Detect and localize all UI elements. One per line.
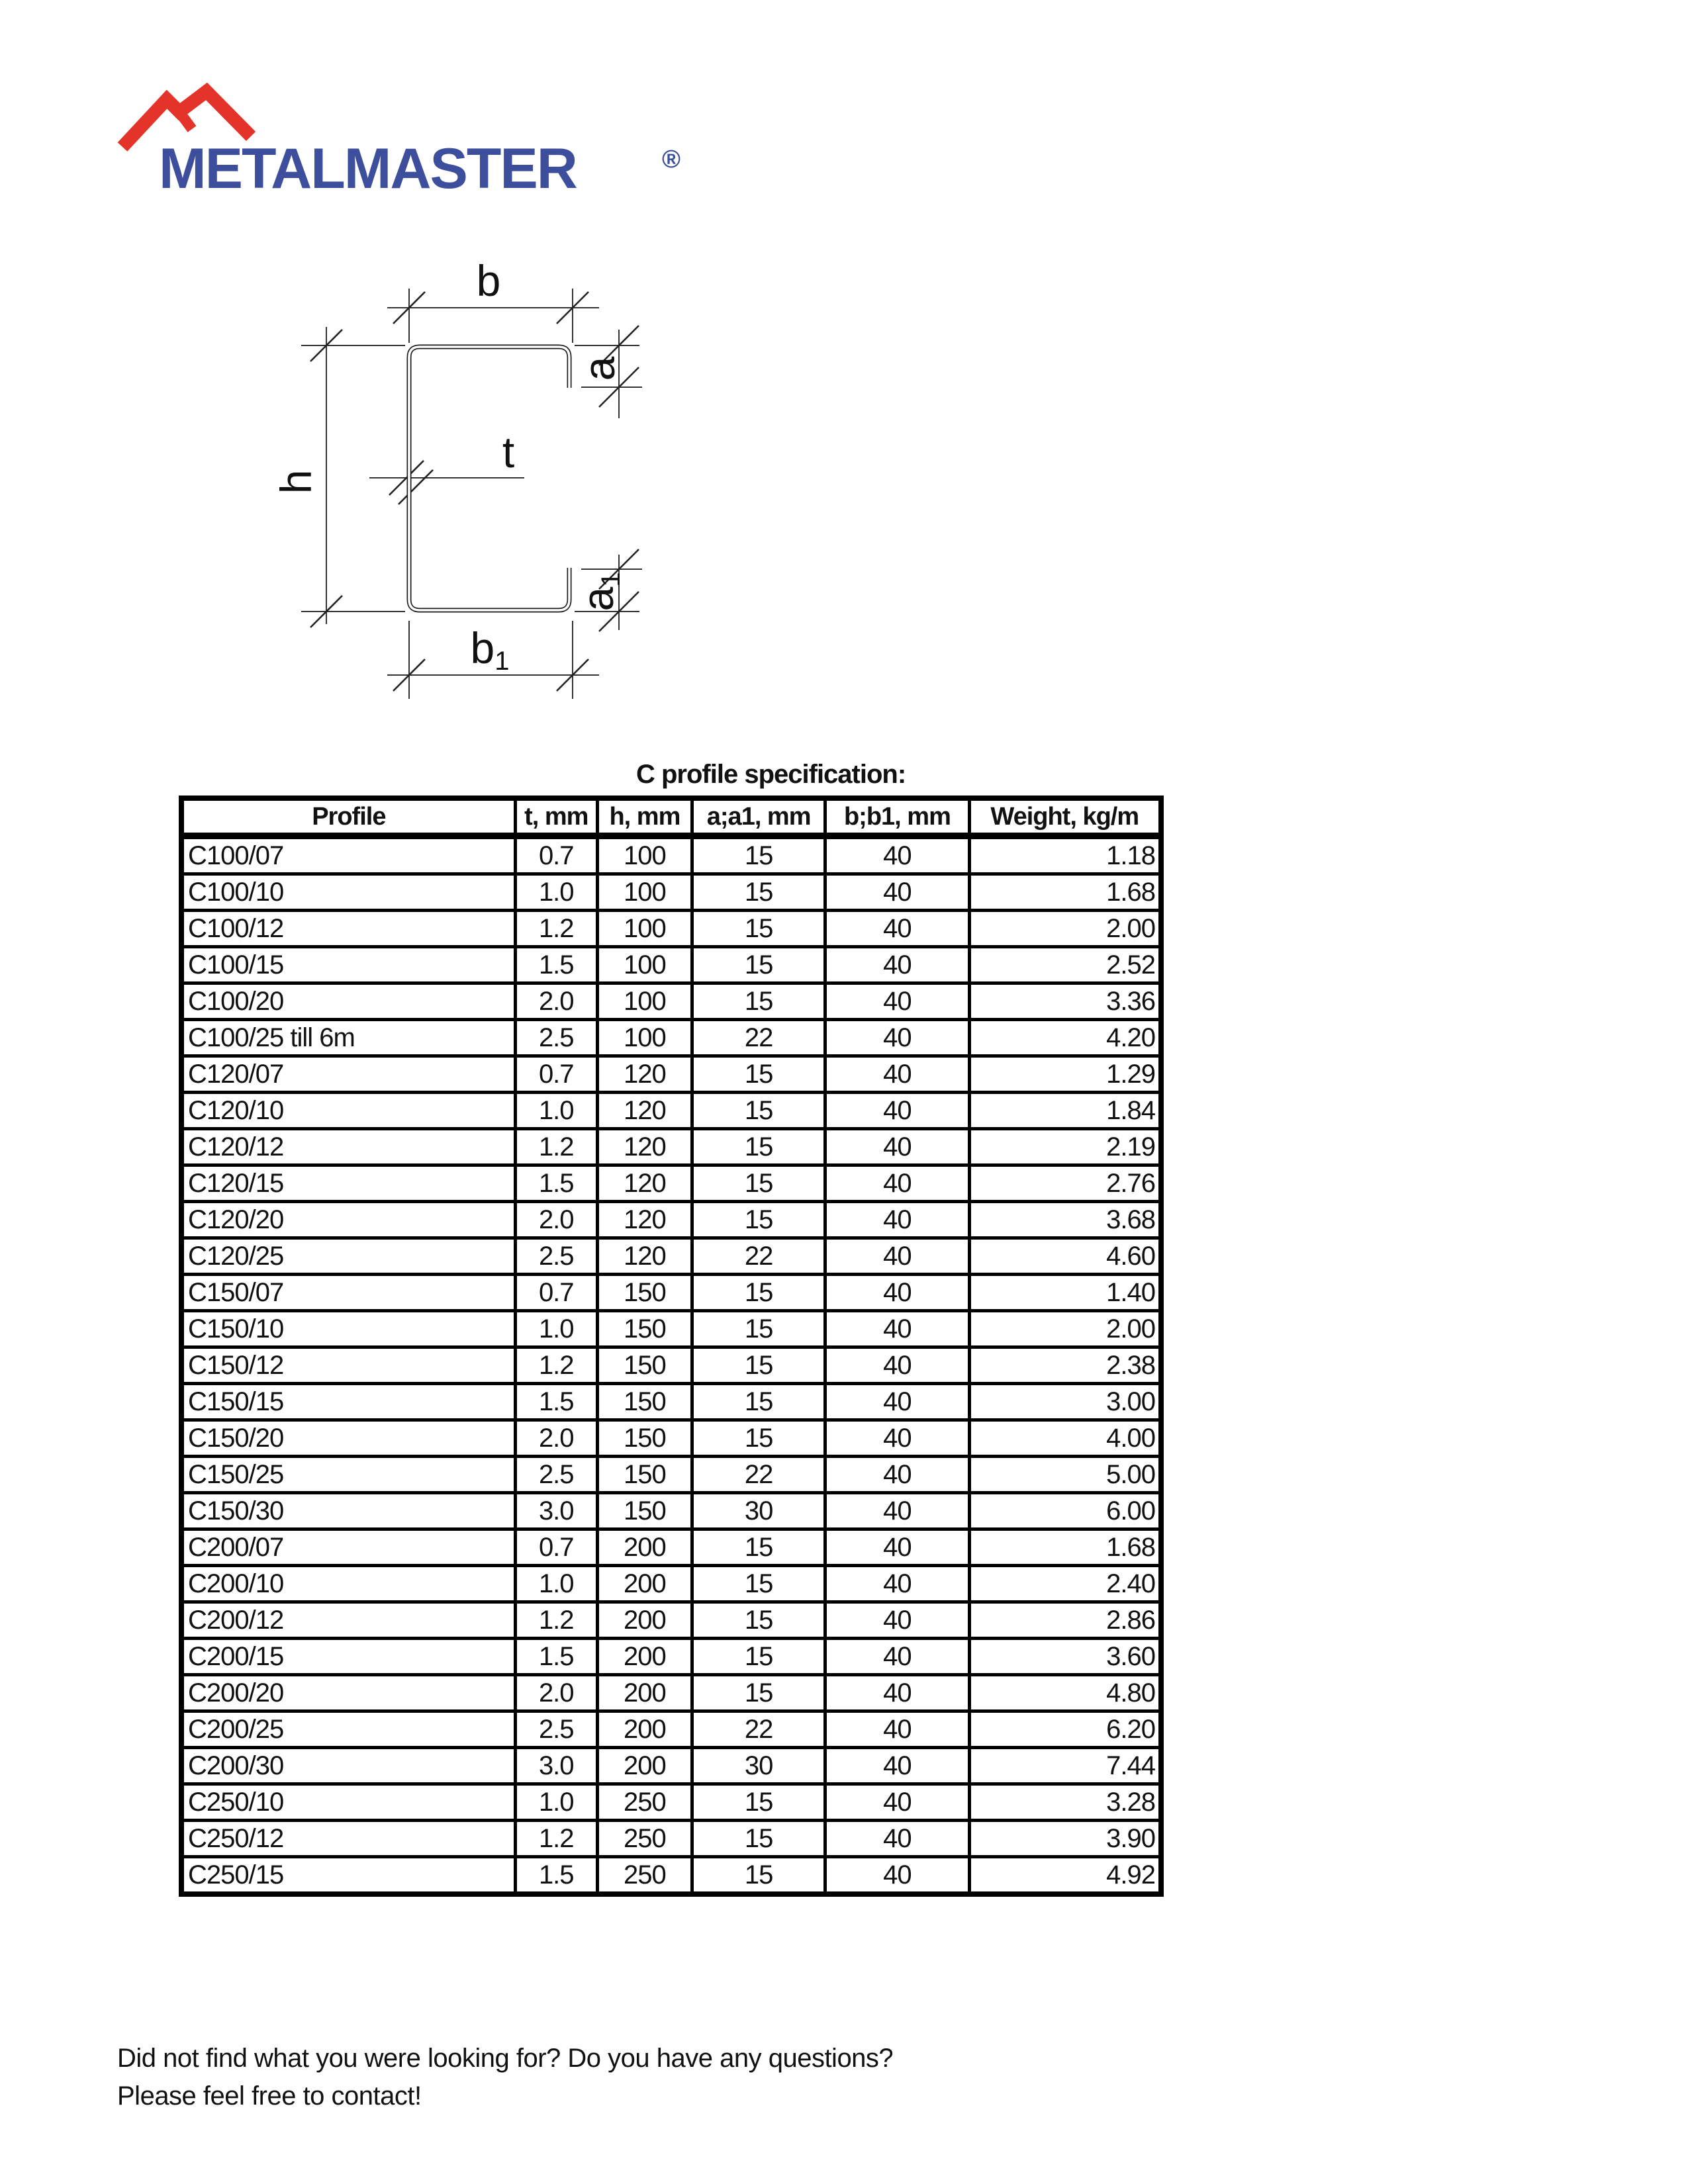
table-cell: 15	[692, 947, 825, 983]
table-cell: 40	[825, 1347, 969, 1384]
table-cell: C150/20	[181, 1420, 515, 1457]
table-cell: 100	[597, 983, 692, 1020]
table-row	[181, 947, 1161, 983]
table-cell: 200	[597, 1602, 692, 1639]
table-cell: C120/07	[181, 1056, 515, 1093]
registered-trademark-icon: ®	[662, 146, 680, 173]
table-cell: C200/12	[181, 1602, 515, 1639]
column-header: t, mm	[515, 798, 597, 836]
table-cell: 100	[597, 874, 692, 911]
table-cell: 15	[692, 983, 825, 1020]
table-cell: 150	[597, 1384, 692, 1420]
table-cell: C150/25	[181, 1457, 515, 1493]
table-row	[181, 1529, 1161, 1566]
table-cell: 40	[825, 1384, 969, 1420]
table-cell: 100	[597, 911, 692, 947]
table-cell: 40	[825, 1493, 969, 1529]
table-cell: 40	[825, 1056, 969, 1093]
table-cell: 40	[825, 1711, 969, 1748]
table-cell: 1.0	[515, 1311, 597, 1347]
table-cell: 100	[597, 947, 692, 983]
table-cell: 2.0	[515, 983, 597, 1020]
table-cell: C250/15	[181, 1857, 515, 1895]
table-cell: 40	[825, 947, 969, 983]
table-cell: 15	[692, 1347, 825, 1384]
column-header: a;a1, mm	[692, 798, 825, 836]
table-cell: 120	[597, 1165, 692, 1202]
table-cell: 15	[692, 1311, 825, 1347]
table-cell: 15	[692, 1202, 825, 1238]
table-cell: 2.40	[969, 1566, 1161, 1602]
table-cell: 2.76	[969, 1165, 1161, 1202]
table-cell: C150/30	[181, 1493, 515, 1529]
table-cell: 250	[597, 1784, 692, 1821]
table-cell: 40	[825, 1457, 969, 1493]
table-cell: 1.2	[515, 1129, 597, 1165]
table-cell: 1.5	[515, 1165, 597, 1202]
dim-label-h: h	[271, 469, 320, 494]
table-cell: 1.5	[515, 1384, 597, 1420]
table-cell: 1.0	[515, 1093, 597, 1129]
table-cell: 200	[597, 1748, 692, 1784]
table-cell: 40	[825, 911, 969, 947]
table-cell: C120/12	[181, 1129, 515, 1165]
table-cell: 100	[597, 1020, 692, 1056]
table-row	[181, 1821, 1161, 1857]
dim-label-a: a	[575, 356, 624, 381]
table-cell: 1.68	[969, 1529, 1161, 1566]
table-cell: 250	[597, 1857, 692, 1895]
spec-table-header-row	[181, 798, 1161, 836]
table-cell: 15	[692, 911, 825, 947]
table-cell: 200	[597, 1529, 692, 1566]
table-row	[181, 1275, 1161, 1311]
table-cell: 15	[692, 1093, 825, 1129]
table-cell: 4.80	[969, 1675, 1161, 1711]
table-cell: C150/12	[181, 1347, 515, 1384]
table-cell: 15	[692, 1857, 825, 1895]
table-cell: 100	[597, 836, 692, 874]
table-row	[181, 1129, 1161, 1165]
table-cell: 22	[692, 1238, 825, 1275]
c-profile-drawing	[265, 245, 728, 721]
table-cell: 40	[825, 1020, 969, 1056]
table-cell: 7.44	[969, 1748, 1161, 1784]
table-cell: 120	[597, 1129, 692, 1165]
table-cell: 120	[597, 1093, 692, 1129]
table-cell: 40	[825, 1129, 969, 1165]
table-row	[181, 1420, 1161, 1457]
table-row	[181, 1202, 1161, 1238]
table-cell: 40	[825, 1202, 969, 1238]
table-cell: 15	[692, 874, 825, 911]
table-cell: C120/20	[181, 1202, 515, 1238]
table-cell: 2.00	[969, 1311, 1161, 1347]
table-cell: 4.00	[969, 1420, 1161, 1457]
table-cell: 3.0	[515, 1748, 597, 1784]
table-cell: 3.28	[969, 1784, 1161, 1821]
table-cell: 1.84	[969, 1093, 1161, 1129]
table-cell: 15	[692, 1566, 825, 1602]
table-row	[181, 1675, 1161, 1711]
table-cell: 5.00	[969, 1457, 1161, 1493]
table-cell: 15	[692, 1529, 825, 1566]
footer-line-2: Please feel free to contact!	[117, 2081, 422, 2111]
table-row	[181, 911, 1161, 947]
table-row	[181, 1165, 1161, 1202]
table-cell: C120/15	[181, 1165, 515, 1202]
table-cell: 1.2	[515, 1602, 597, 1639]
table-cell: 3.36	[969, 983, 1161, 1020]
table-cell: 150	[597, 1493, 692, 1529]
table-cell: 2.52	[969, 947, 1161, 983]
table-cell: 40	[825, 1857, 969, 1895]
table-row	[181, 1384, 1161, 1420]
table-cell: 40	[825, 983, 969, 1020]
table-cell: 3.90	[969, 1821, 1161, 1857]
table-cell: 15	[692, 836, 825, 874]
table-cell: 15	[692, 1639, 825, 1675]
brand-name: METALMASTER	[159, 137, 577, 201]
spec-table-head	[181, 798, 1161, 836]
table-cell: 40	[825, 1529, 969, 1566]
table-cell: 3.60	[969, 1639, 1161, 1675]
table-cell: 40	[825, 1275, 969, 1311]
table-row	[181, 1020, 1161, 1056]
table-cell: 1.2	[515, 1821, 597, 1857]
table-row	[181, 1711, 1161, 1748]
table-cell: C200/30	[181, 1748, 515, 1784]
table-cell: 1.5	[515, 1639, 597, 1675]
table-cell: 3.00	[969, 1384, 1161, 1420]
table-cell: 15	[692, 1784, 825, 1821]
table-row	[181, 1311, 1161, 1347]
table-cell: 15	[692, 1275, 825, 1311]
table-cell: C120/25	[181, 1238, 515, 1275]
table-cell: C200/07	[181, 1529, 515, 1566]
table-row	[181, 1347, 1161, 1384]
table-cell: 3.68	[969, 1202, 1161, 1238]
table-cell: 1.40	[969, 1275, 1161, 1311]
table-cell: 2.0	[515, 1675, 597, 1711]
dim-label-a1: a1	[573, 572, 626, 612]
table-cell: 2.5	[515, 1238, 597, 1275]
table-cell: C100/20	[181, 983, 515, 1020]
table-row	[181, 983, 1161, 1020]
table-cell: 15	[692, 1420, 825, 1457]
table-cell: C150/10	[181, 1311, 515, 1347]
table-cell: 0.7	[515, 1275, 597, 1311]
table-cell: 15	[692, 1165, 825, 1202]
table-cell: 1.0	[515, 1566, 597, 1602]
table-cell: 1.18	[969, 836, 1161, 874]
table-cell: 30	[692, 1748, 825, 1784]
table-cell: 40	[825, 1093, 969, 1129]
column-header: b;b1, mm	[825, 798, 969, 836]
table-cell: 15	[692, 1056, 825, 1093]
table-cell: 0.7	[515, 1056, 597, 1093]
table-cell: 40	[825, 1748, 969, 1784]
table-cell: 3.0	[515, 1493, 597, 1529]
table-row	[181, 1602, 1161, 1639]
table-row	[181, 1493, 1161, 1529]
table-cell: 2.86	[969, 1602, 1161, 1639]
table-cell: 15	[692, 1384, 825, 1420]
table-row	[181, 1093, 1161, 1129]
table-cell: 120	[597, 1238, 692, 1275]
table-cell: 4.92	[969, 1857, 1161, 1895]
table-cell: 15	[692, 1129, 825, 1165]
table-cell: 15	[692, 1602, 825, 1639]
table-cell: 6.00	[969, 1493, 1161, 1529]
table-row	[181, 1784, 1161, 1821]
table-cell: 40	[825, 1566, 969, 1602]
table-cell: 22	[692, 1020, 825, 1056]
table-cell: 2.5	[515, 1457, 597, 1493]
table-row	[181, 874, 1161, 911]
table-row	[181, 836, 1161, 874]
table-cell: 1.0	[515, 1784, 597, 1821]
table-cell: 0.7	[515, 836, 597, 874]
table-cell: 40	[825, 874, 969, 911]
table-cell: 1.5	[515, 1857, 597, 1895]
table-cell: 150	[597, 1275, 692, 1311]
table-cell: C120/10	[181, 1093, 515, 1129]
table-cell: 150	[597, 1347, 692, 1384]
table-cell: 250	[597, 1821, 692, 1857]
table-cell: 2.5	[515, 1711, 597, 1748]
table-row	[181, 1566, 1161, 1602]
footer	[117, 2040, 893, 2115]
column-header: Weight, kg/m	[969, 798, 1161, 836]
table-cell: 2.0	[515, 1202, 597, 1238]
table-cell: 1.0	[515, 874, 597, 911]
table-cell: C100/07	[181, 836, 515, 874]
table-cell: 200	[597, 1711, 692, 1748]
column-header: h, mm	[597, 798, 692, 836]
dim-label-t: t	[502, 428, 515, 477]
table-cell: 2.38	[969, 1347, 1161, 1384]
table-row	[181, 1238, 1161, 1275]
table-row	[181, 1457, 1161, 1493]
table-cell: C200/10	[181, 1566, 515, 1602]
column-header: Profile	[181, 798, 515, 836]
table-cell: 30	[692, 1493, 825, 1529]
table-cell: C250/10	[181, 1784, 515, 1821]
table-cell: C150/15	[181, 1384, 515, 1420]
table-row	[181, 1857, 1161, 1895]
table-cell: 2.19	[969, 1129, 1161, 1165]
table-cell: 40	[825, 1639, 969, 1675]
table-cell: 200	[597, 1675, 692, 1711]
table-cell: C250/12	[181, 1821, 515, 1857]
table-cell: 40	[825, 1784, 969, 1821]
table-cell: 2.0	[515, 1420, 597, 1457]
table-cell: 4.20	[969, 1020, 1161, 1056]
table-cell: 1.29	[969, 1056, 1161, 1093]
footer-line-1: Did not find what you were looking for? Do you have any questions?	[117, 2044, 894, 2073]
table-cell: 40	[825, 1602, 969, 1639]
table-cell: 120	[597, 1056, 692, 1093]
table-cell: 0.7	[515, 1529, 597, 1566]
table-row	[181, 1056, 1161, 1093]
table-cell: 4.60	[969, 1238, 1161, 1275]
table-cell: 40	[825, 1821, 969, 1857]
table-cell: 200	[597, 1639, 692, 1675]
table-cell: 1.68	[969, 874, 1161, 911]
dim-label-b1: b1	[470, 623, 510, 676]
table-cell: 2.5	[515, 1020, 597, 1056]
table-cell: 40	[825, 836, 969, 874]
spec-table	[179, 796, 1164, 1897]
table-cell: C100/25 till 6m	[181, 1020, 515, 1056]
table-cell: 6.20	[969, 1711, 1161, 1748]
table-row	[181, 1748, 1161, 1784]
table-row	[181, 1639, 1161, 1675]
table-cell: C100/10	[181, 874, 515, 911]
spec-table-body	[181, 836, 1161, 1894]
table-cell: 40	[825, 1420, 969, 1457]
table-cell: 1.2	[515, 1347, 597, 1384]
table-cell: 40	[825, 1165, 969, 1202]
table-cell: C200/15	[181, 1639, 515, 1675]
table-title: C profile specification:	[636, 760, 906, 789]
table-cell: 15	[692, 1675, 825, 1711]
table-cell: C200/20	[181, 1675, 515, 1711]
table-cell: 150	[597, 1420, 692, 1457]
table-cell: 1.5	[515, 947, 597, 983]
table-cell: 120	[597, 1202, 692, 1238]
table-cell: 150	[597, 1311, 692, 1347]
table-cell: 2.00	[969, 911, 1161, 947]
table-cell: 150	[597, 1457, 692, 1493]
table-cell: 40	[825, 1675, 969, 1711]
table-cell: C150/07	[181, 1275, 515, 1311]
table-cell: 1.2	[515, 911, 597, 947]
dim-label-b: b	[476, 256, 501, 305]
table-cell: 200	[597, 1566, 692, 1602]
table-cell: C100/15	[181, 947, 515, 983]
table-cell: C200/25	[181, 1711, 515, 1748]
table-cell: 22	[692, 1711, 825, 1748]
table-cell: 40	[825, 1238, 969, 1275]
table-cell: 15	[692, 1821, 825, 1857]
table-cell: 40	[825, 1311, 969, 1347]
table-cell: C100/12	[181, 911, 515, 947]
table-cell: 22	[692, 1457, 825, 1493]
